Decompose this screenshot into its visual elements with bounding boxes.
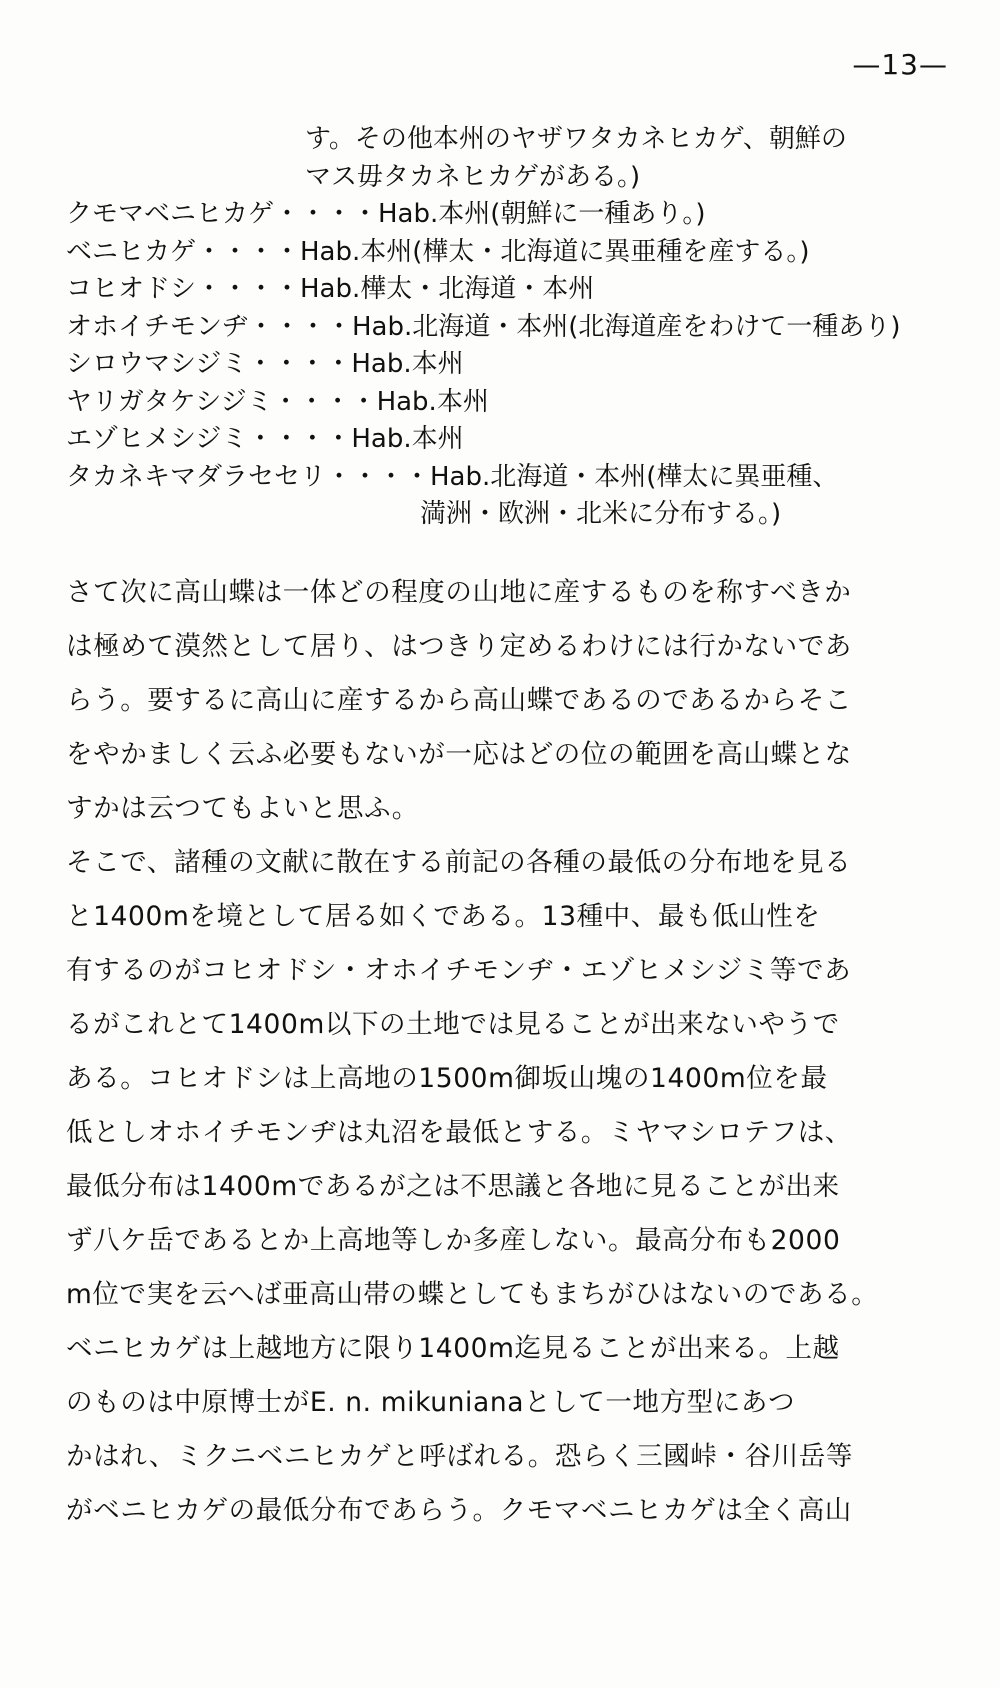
continuation-paragraph xyxy=(305,120,945,196)
body-line: すかは云つてもよいと思ふ。 xyxy=(66,793,419,824)
body-line: そこで、諸種の文献に散在する前記の各種の最低の分布地を見る xyxy=(66,847,852,878)
body-line: と1400mを境として居る如くである。13種中、最も低山性を xyxy=(66,901,821,932)
body-line: ず八ケ岳であるとか上高地等しか多産しない。最高分布も2000 xyxy=(66,1225,841,1256)
body-line: がベニヒカゲの最低分布であらう。クモマベニヒカゲは全く高山 xyxy=(66,1495,852,1526)
species-row: ベニヒカゲ・・・・Hab.本州(樺太・北海道に異亜種を産する。) xyxy=(66,236,810,267)
body-line: るがこれとて1400m以下の土地では見ることが出来ないやうで xyxy=(66,1009,840,1040)
body-line: らう。要するに高山に産するから高山蝶であるのであるからそこ xyxy=(66,685,852,716)
species-row: ヤリガタケシジミ・・・・Hab.本州 xyxy=(66,386,489,417)
species-row: オホイチモンヂ・・・・Hab.北海道・本州(北海道産をわけて一種あり) xyxy=(66,311,901,342)
page-number: —13— xyxy=(852,48,948,81)
continuation-line: す。その他本州のヤザワタカネヒカゲ、朝鮮の xyxy=(305,124,847,154)
continuation-line: マス毋タカネヒカゲがある。) xyxy=(305,162,641,192)
species-row: クモマベニヒカゲ・・・・Hab.本州(朝鮮に一種あり。) xyxy=(66,199,706,229)
species-row: シロウマシジミ・・・・Hab.本州 xyxy=(66,349,464,379)
body-line: 低としオホイチモンヂは丸沼を最低とする。ミヤマシロテフは、 xyxy=(66,1117,852,1148)
body-line: は極めて漠然として居り、はつきり定めるわけには行かないであ xyxy=(66,631,852,662)
body-line: さて次に高山蝶は一体どの程度の山地に産するものを称すべきか xyxy=(66,577,852,608)
species-habitat-list xyxy=(66,196,966,534)
species-row: タカネキマダラセセリ・・・・Hab.北海道・本州(樺太に異亜種、 xyxy=(66,461,839,492)
body-line: 有するのがコヒオドシ・オホイチモンヂ・エゾヒメシジミ等であ xyxy=(66,955,852,986)
body-line: ベニヒカゲは上越地方に限り1400m迄見ることが出来る。上越 xyxy=(66,1333,840,1364)
body-line: ある。コヒオドシは上高地の1500m御坂山塊の1400m位を最 xyxy=(66,1063,828,1094)
species-row: エゾヒメシジミ・・・・Hab.本州 xyxy=(66,424,464,454)
body-line: のものは中原博士がE. n. mikunianaとして一地方型にあつ xyxy=(66,1387,796,1418)
body-line: m位で実を云へば亜高山帯の蝶としてもまちがひはないのである。 xyxy=(66,1279,879,1310)
species-row: コヒオドシ・・・・Hab.樺太・北海道・本州 xyxy=(66,274,595,304)
body-paragraphs xyxy=(66,566,946,1538)
species-row-continuation: 満洲・欧洲・北米に分布する。) xyxy=(420,499,782,529)
body-line: 最低分布は1400mであるが之は不思議と各地に見ることが出来 xyxy=(66,1171,840,1202)
body-line: かはれ、ミクニベニヒカゲと呼ばれる。恐らく三國峠・谷川岳等 xyxy=(66,1441,853,1472)
body-line: をやかましく云ふ必要もないが一応はどの位の範囲を高山蝶とな xyxy=(66,739,852,770)
